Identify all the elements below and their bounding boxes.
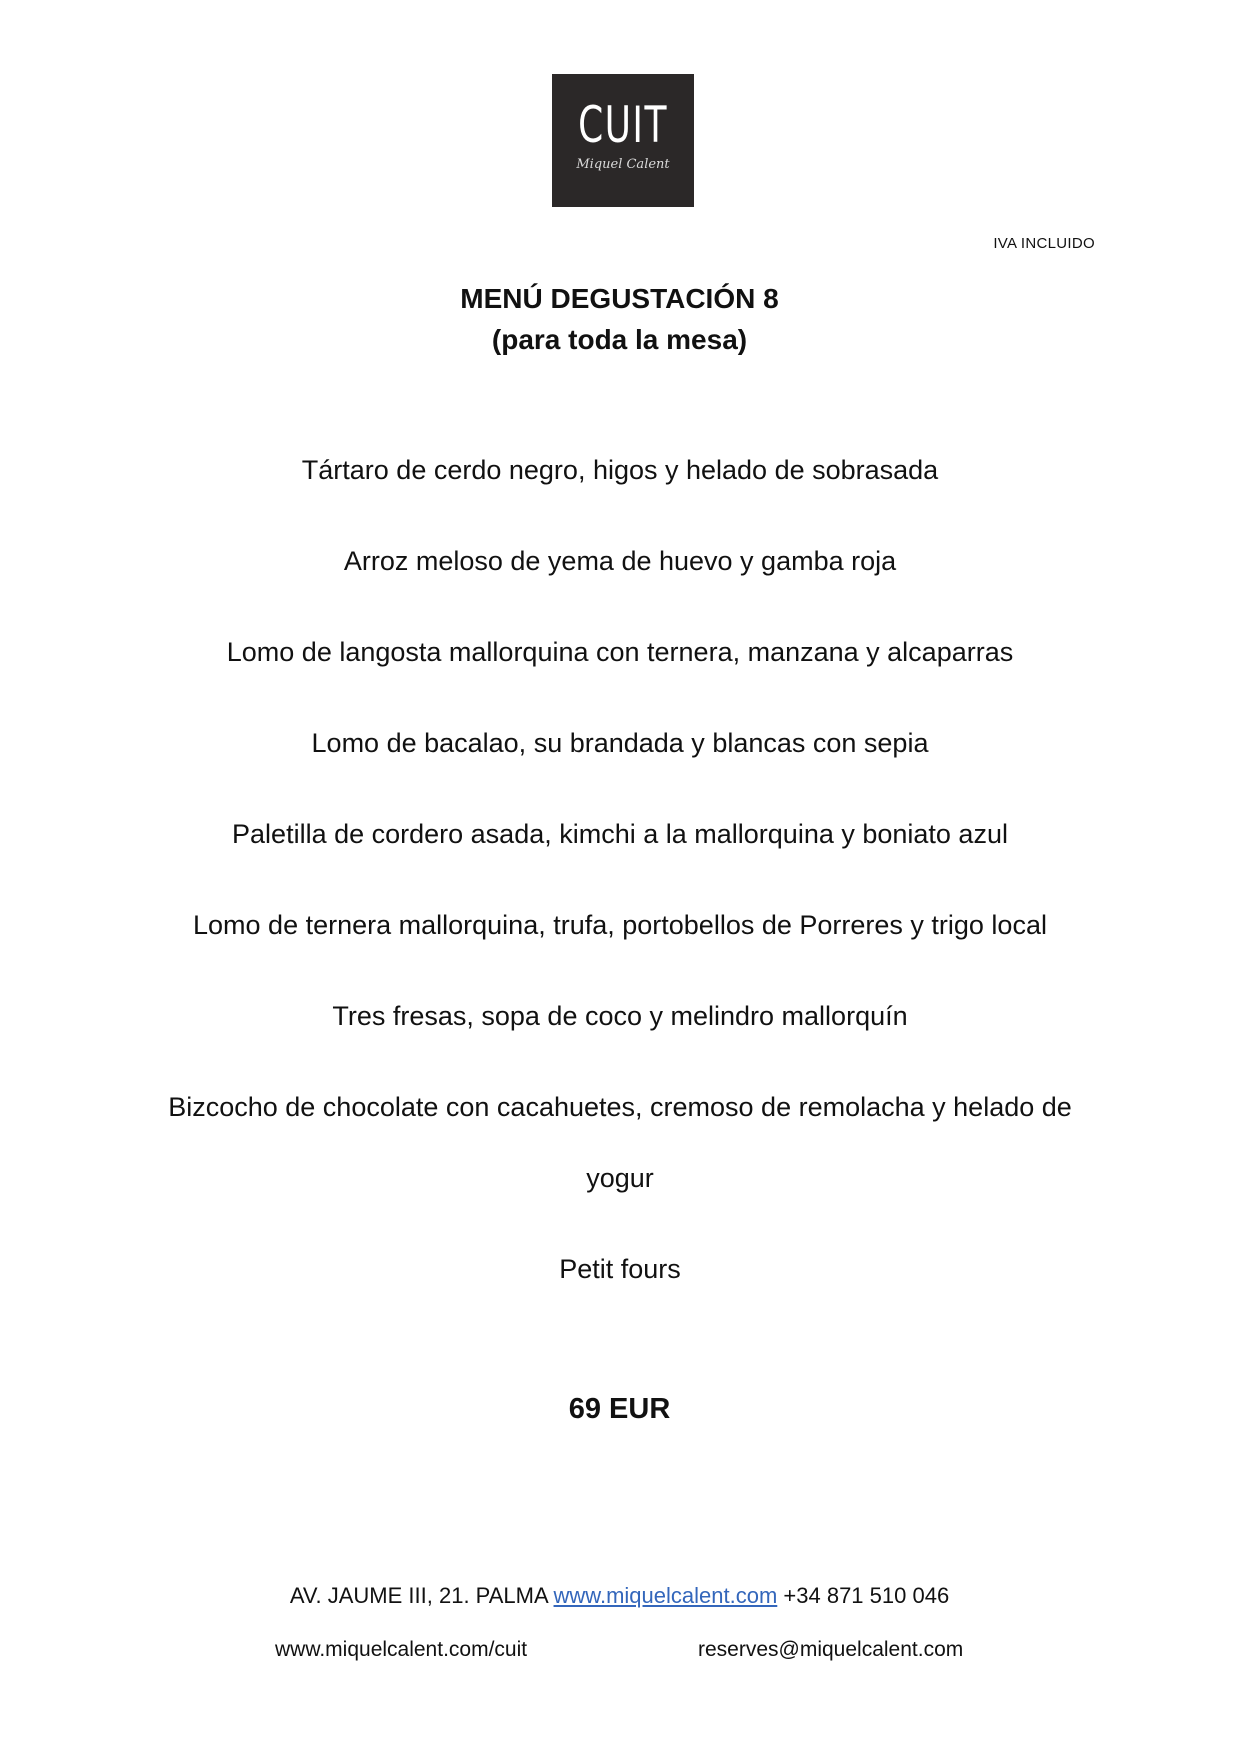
menu-title: MENÚ DEGUSTACIÓN 8 [460, 283, 779, 314]
menu-price: 69 EUR [568, 1393, 671, 1425]
dish-item: Lomo de langosta mallorquina con ternera, manzana y alcaparras [226, 637, 1014, 667]
dish-item: Lomo de ternera mallorquina, trufa, portobellos de Porreres y trigo local [193, 910, 1047, 940]
dish-list [140, 435, 1100, 1325]
footer-cuit-website: www.miquelcalent.com/cuit [275, 1638, 528, 1661]
logo-wordmark: CUIT [578, 96, 668, 154]
website-link[interactable]: www.miquelcalent.com [553, 1583, 778, 1608]
footer-contact-line [0, 1583, 1239, 1609]
menu-title-block [0, 278, 1239, 360]
dish-item: Paletilla de cordero asada, kimchi a la mallorquina y boniato azul [232, 819, 1008, 849]
menu-subtitle: (para toda la mesa) [491, 324, 748, 355]
footer-email: reserves@miquelcalent.com [698, 1638, 964, 1661]
dish-item: Tártaro de cerdo negro, higos y helado de sobrasada [301, 455, 939, 485]
dish-item: Bizcocho de chocolate con cacahuetes, cremoso de remolacha y helado de yogur [168, 1092, 1072, 1193]
dish-item: Petit fours [559, 1254, 681, 1284]
tax-included-note: IVA INCLUIDO [993, 235, 1095, 252]
logo-signature: Miquel Calent [576, 157, 670, 172]
restaurant-logo [552, 74, 694, 207]
dish-item: Tres fresas, sopa de coco y melindro mallorquín [332, 1001, 908, 1031]
footer-phone: +34 871 510 046 [783, 1583, 950, 1608]
dish-item: Arroz meloso de yema de huevo y gamba roja [343, 546, 897, 576]
dish-item: Lomo de bacalao, su brandada y blancas con sepia [311, 728, 929, 758]
footer-address: AV. JAUME III, 21. PALMA [289, 1583, 548, 1608]
